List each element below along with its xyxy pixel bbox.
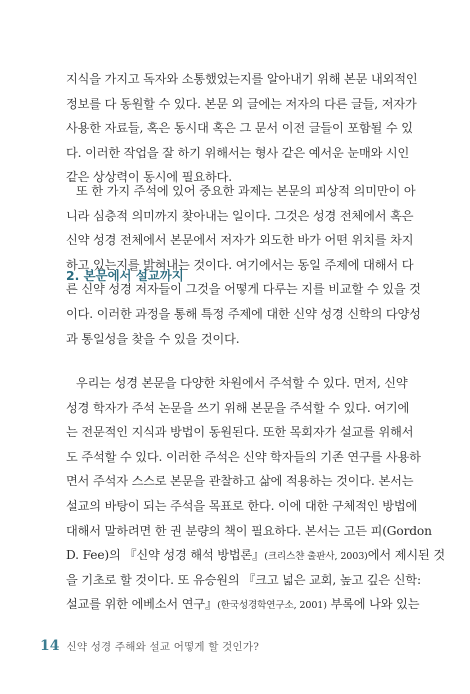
text-line: 면서 주석자 스스로 본문을 관찰하고 삶에 적용하는 것이다. 본서는	[66, 474, 414, 489]
text-line: 대해서 말하려면 한 권 분량의 책이 필요하다. 본서는 고든 피(Gordon	[66, 523, 432, 538]
citation-note: (한국성경학연구소, 2001)	[217, 600, 327, 612]
text-segment: D. Fee)의 『신약 성경 해석 방법론』	[66, 548, 265, 563]
text-line	[66, 592, 420, 617]
text-line: 성경 학자가 주석 논문을 쓰기 위해 본문을 주석할 수 있다. 여기에	[66, 400, 410, 415]
running-title: 신약 성경 주해와 설교 어떻게 할 것인가?	[66, 641, 260, 653]
page-number: 14	[40, 638, 60, 654]
page-footer	[40, 638, 259, 658]
text-line: 을 기초로 할 것이다. 또 유승원의 『크고 넓은 교회, 높고 깊은 신학:	[66, 572, 421, 587]
text-line: 설교의 바탕이 되는 주석을 목표로 한다. 이에 대한 구체적인 방법에	[66, 498, 418, 513]
body-paragraph	[66, 67, 418, 190]
text-line: 는 전문적인 지식과 방법이 동원된다. 또한 목회자가 설교를 위해서	[66, 425, 414, 440]
text-line: 사용한 자료들, 혹은 동시대 혹은 그 문서 이전 글들이 포함될 수 있	[66, 121, 413, 136]
text-line: 이다. 이러한 과정을 통해 특정 주제에 대한 신약 성경 신학의 다양성	[66, 306, 421, 321]
text-line: 른 신약 성경 저자들이 그것을 어떻게 다루는 지를 비교할 수 있을 것	[66, 282, 421, 297]
text-line: 또 한 가지 주석에 있어 중요한 과제는 본문의 피상적 의미만이 아	[76, 184, 416, 198]
text-line: 과 통일성을 찾을 수 있을 것이다.	[66, 331, 240, 346]
text-line: 니라 심층적 의미까지 찾아내는 일이다. 그것은 성경 전체에서 혹은	[66, 208, 414, 223]
text-line: 지식을 가지고 독자와 소통했었는지를 알아내기 위해 본문 내외적인	[66, 72, 418, 86]
text-segment: 에서 제시된 것	[367, 548, 445, 563]
text-line: 하고 있는지를 밝혀내는 것이다. 여기에서는 동일 주제에 대해서 다	[66, 257, 414, 272]
text-line: 정보를 다 동원할 수 있다. 본문 외 글에는 저자의 다른 글들, 저자가	[66, 96, 417, 111]
section-heading: 2. 본문에서 설교까지	[66, 268, 184, 283]
text-line: 우리는 성경 본문을 다양한 차원에서 주석할 수 있다. 먼저, 신약	[76, 376, 408, 390]
body-paragraph	[66, 371, 445, 617]
text-segment: 부록에 나와 있는	[326, 597, 420, 612]
text-line: 다. 이러한 작업을 잘 하기 위해서는 형사 같은 예서운 눈매와 시인	[66, 145, 410, 160]
text-line	[66, 543, 445, 568]
text-segment: 설교를 위한 에베소서 연구』	[66, 597, 218, 612]
text-line: 신약 성경 전체에서 본문에서 저자가 외도한 바가 어떤 위치를 차지	[66, 233, 414, 248]
text-line: 도 주석할 수 있다. 이러한 주석은 신약 학자들의 기존 연구를 사용하	[66, 449, 421, 464]
text-line: 같은 상상력이 동시에 필요하다.	[66, 170, 232, 185]
citation-note: (크리스챤 출판사, 2003)	[264, 551, 368, 563]
